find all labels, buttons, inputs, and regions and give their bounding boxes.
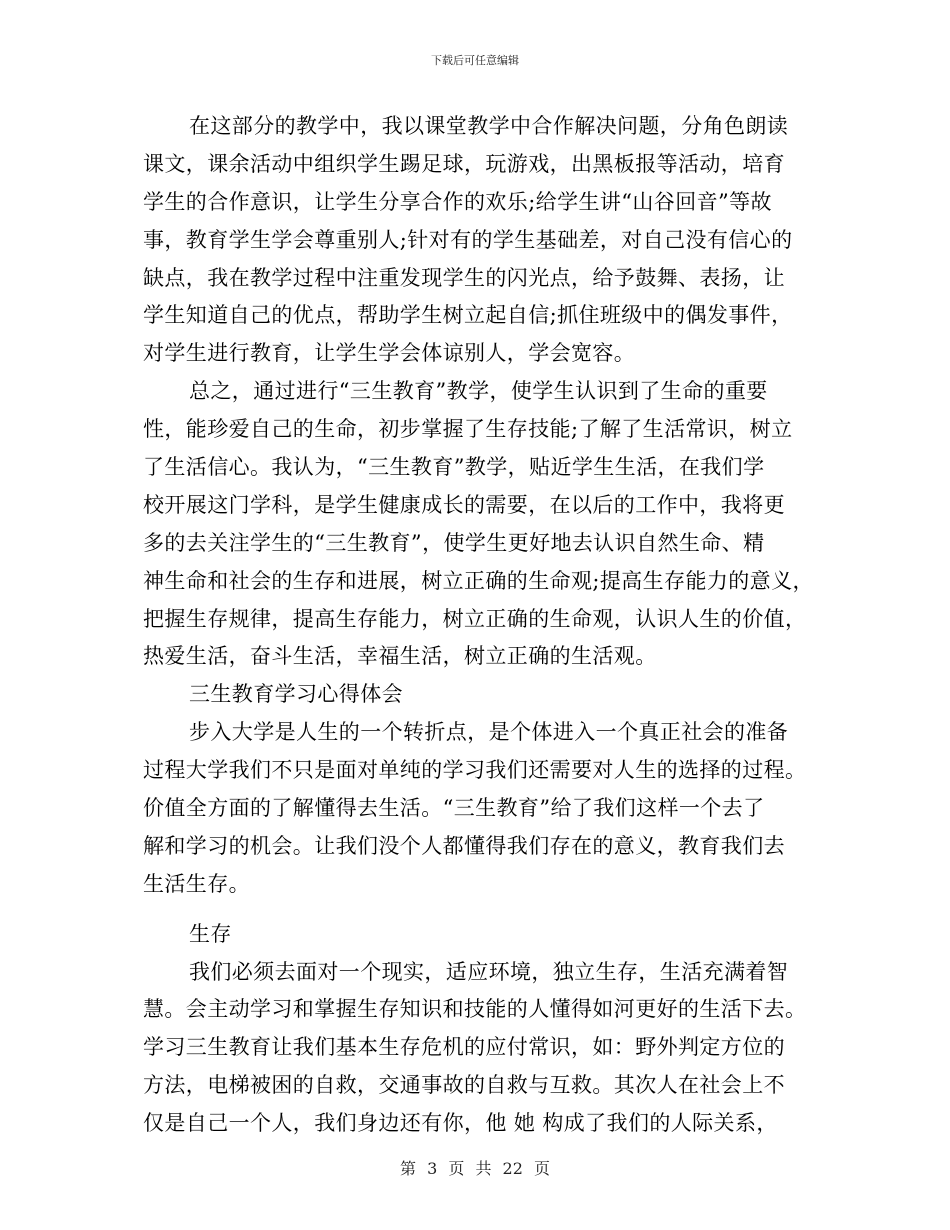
- text-line: 热爱生活，奋斗生活，幸福生活，树立正确的生活观。: [143, 644, 657, 669]
- paragraph-gap: [143, 904, 823, 916]
- text-line: 方法，电梯被困的自救，交通事故的自救与互救。其次人在社会上不: [143, 1073, 785, 1098]
- text-line: 多的去关注学生的“三生教育”，使学生更好地去认识自然生命、精: [143, 530, 765, 555]
- text-line: 事，教育学生学会尊重别人;针对有的学生基础差，对自己没有信心的: [143, 227, 793, 252]
- text-line: 步入大学是人生的一个转折点，是个体进入一个真正社会的准备: [189, 720, 789, 745]
- paragraph-subtitle: [143, 916, 823, 954]
- paragraph-p3: [143, 714, 823, 903]
- text-line: 我们必须去面对一个现实，适应环境，独立生存，生活充满着智: [189, 959, 789, 984]
- text-line: 慧。会主动学习和掌握生存知识和技能的人懂得如河更好的生活下去。: [143, 997, 807, 1022]
- text-line: 学生的合作意识，让学生分享合作的欢乐;给学生讲“山谷回音”等故: [143, 189, 772, 214]
- text-line: 学习三生教育让我们基本生存危机的应付常识，如：野外判定方位的: [143, 1035, 785, 1060]
- text-line: 在这部分的教学中，我以课堂教学中合作解决问题，分角色朗读: [189, 114, 789, 138]
- paragraph-p4: [143, 954, 823, 1143]
- text-line: 性，能珍爱自己的生命，初步掌握了生存技能;了解了生活常识，树立: [143, 417, 793, 442]
- text-line: 生活生存。: [143, 871, 250, 896]
- text-line: 价值全方面的了解懂得去生活。“三生教育”给了我们这样一个去了: [143, 796, 765, 821]
- text-line: 课文，课余活动中组织学生踢足球，玩游戏，出黑板报等活动，培育: [143, 151, 785, 176]
- text-line: 过程大学我们不只是面对单纯的学习我们还需要对人生的选择的过程。: [143, 758, 807, 783]
- text-line: 生存: [189, 921, 232, 946]
- text-line: 校开展这门学科，是学生健康成长的需要，在以后的工作中，我将更: [143, 492, 785, 517]
- document-body: [143, 108, 823, 1143]
- page-header: 下载后可任意编辑: [431, 54, 519, 67]
- text-line: 了生活信心。我认为，“三生教育”教学，贴近学生生活，在我们学: [143, 455, 765, 480]
- text-line: 把握生存规律，提高生存能力，树立正确的生命观，认识人生的价值，: [143, 606, 807, 631]
- text-line: 神生命和社会的生存和进展，树立正确的生命观;提高生存能力的意义，: [143, 568, 814, 593]
- paragraph-p1: [143, 108, 823, 373]
- text-line: 总之，通过进行“三生教育”教学，使学生认识到了生命的重要: [189, 379, 768, 404]
- paragraph-title: [143, 676, 823, 714]
- text-line: 缺点，我在教学过程中注重发现学生的闪光点，给予鼓舞、表扬，让: [143, 265, 785, 290]
- text-line: 学生知道自己的优点，帮助学生树立起自信;抓住班级中的偶发事件，: [143, 303, 793, 328]
- paragraph-p2: [143, 373, 823, 676]
- text-line: 对学生进行教育，让学生学会体谅别人，学会宽容。: [143, 341, 636, 366]
- text-line: 解和学习的机会。让我们没个人都懂得我们存在的意义，教育我们去: [143, 833, 785, 858]
- text-line: 三生教育学习心得体会: [189, 682, 403, 707]
- text-line: 仅是自己一个人，我们身边还有你，他 她 构成了我们的人际关系，: [143, 1111, 778, 1136]
- page-number: 第 3 页 共 22 页: [400, 1159, 550, 1178]
